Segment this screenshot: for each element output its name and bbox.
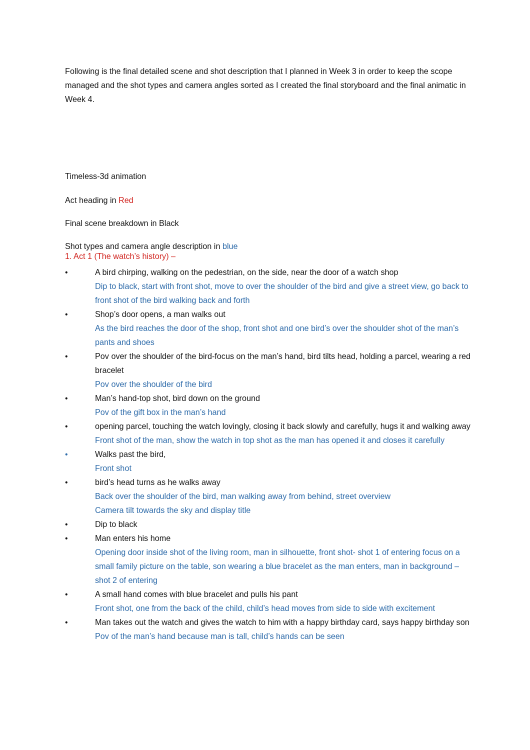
bullet-icon: • <box>65 590 68 599</box>
scene-item <box>65 448 475 476</box>
bullet-icon: • <box>65 394 68 403</box>
shot-description: Pov of the gift box in the man’s hand <box>95 408 226 417</box>
scene-item <box>65 308 475 350</box>
legend-shot-text: Shot types and camera angle description in <box>65 242 223 251</box>
legend-shot-color: blue <box>222 242 238 251</box>
bullet-icon: • <box>65 478 68 487</box>
shot-description: Camera tilt towards the sky and display title <box>95 506 251 515</box>
document-title: Timeless-3d animation <box>65 172 147 181</box>
scene-description: Shop’s door opens, a man walks out <box>95 310 226 319</box>
bullet-icon: • <box>65 268 68 277</box>
scene-description: opening parcel, touching the watch lovingly, closing it back slowly and carefully, hugs it and walking away <box>95 422 471 431</box>
scene-description: Man’s hand-top shot, bird down on the ground <box>95 394 260 403</box>
legend-act-color: Red <box>118 196 134 205</box>
bullet-icon: • <box>65 422 68 431</box>
shot-description: Front shot <box>95 464 132 473</box>
scene-description: A bird chirping, walking on the pedestrian, on the side, near the door of a watch shop <box>95 268 399 277</box>
scene-list <box>65 266 475 644</box>
scene-description: A small hand comes with blue bracelet and pulls his pant <box>95 590 298 599</box>
scene-item <box>65 266 475 308</box>
bullet-icon: • <box>65 352 68 361</box>
shot-description: Pov of the man’s hand because man is tall, child’s hands can be seen <box>95 632 345 641</box>
intro-paragraph: Following is the final detailed scene and shot description that I planned in Week 3 in order to keep the scope managed and the shot types and camera angles sorted as I created the final storyboard and the final animatic in Week 4. <box>65 67 466 104</box>
legend-act <box>65 194 133 208</box>
scene-item <box>65 616 475 644</box>
legend-act-text: Act heading in <box>65 196 119 205</box>
scene-description: Walks past the bird, <box>95 450 166 459</box>
legend-scene: Final scene breakdown in Black <box>65 219 179 228</box>
bullet-icon: • <box>65 520 68 529</box>
shot-description: Opening door inside shot of the living room, man in silhouette, front shot- shot 1 of entering focus on a small family picture on the table, son wearing a blue bracelet as the man enters, man in background – shot 2 of entering <box>95 548 460 585</box>
shot-description: Pov over the shoulder of the bird <box>95 380 212 389</box>
bullet-icon: • <box>65 534 68 543</box>
shot-description: As the bird reaches the door of the shop, front shot and one bird’s over the shoulder shot of the man’s pants and shoes <box>95 324 459 347</box>
bullet-icon: • <box>65 450 68 459</box>
scene-description: Dip to black <box>95 520 138 529</box>
bullet-icon: • <box>65 310 68 319</box>
scene-item <box>65 350 475 392</box>
scene-item <box>65 420 475 448</box>
shot-description: Front shot, one from the back of the child, child’s head moves from side to side with excitement <box>95 604 435 613</box>
scene-item <box>65 392 475 420</box>
scene-description: Man enters his home <box>95 534 171 543</box>
scene-description: bird’s head turns as he walks away <box>95 478 221 487</box>
bullet-icon: • <box>65 618 68 627</box>
scene-description: Pov over the shoulder of the bird-focus on the man’s hand, bird tilts head, holding a parcel, wearing a red bracelet <box>95 352 471 375</box>
shot-description: Back over the shoulder of the bird, man walking away from behind, street overview <box>95 492 391 501</box>
scene-item <box>65 532 475 588</box>
act-heading: 1. Act 1 (The watch’s history) – <box>65 252 176 261</box>
shot-description: Dip to black, start with front shot, move to over the shoulder of the bird and give a street view, go back to front shot of the bird walking back and forth <box>95 282 469 305</box>
shot-description: Front shot of the man, show the watch in top shot as the man has opened it and closes it carefully <box>95 436 445 445</box>
scene-item <box>65 476 475 518</box>
scene-description: Man takes out the watch and gives the watch to him with a happy birthday card, says happy birthday son <box>95 618 470 627</box>
scene-item <box>65 588 475 616</box>
scene-item <box>65 518 475 532</box>
